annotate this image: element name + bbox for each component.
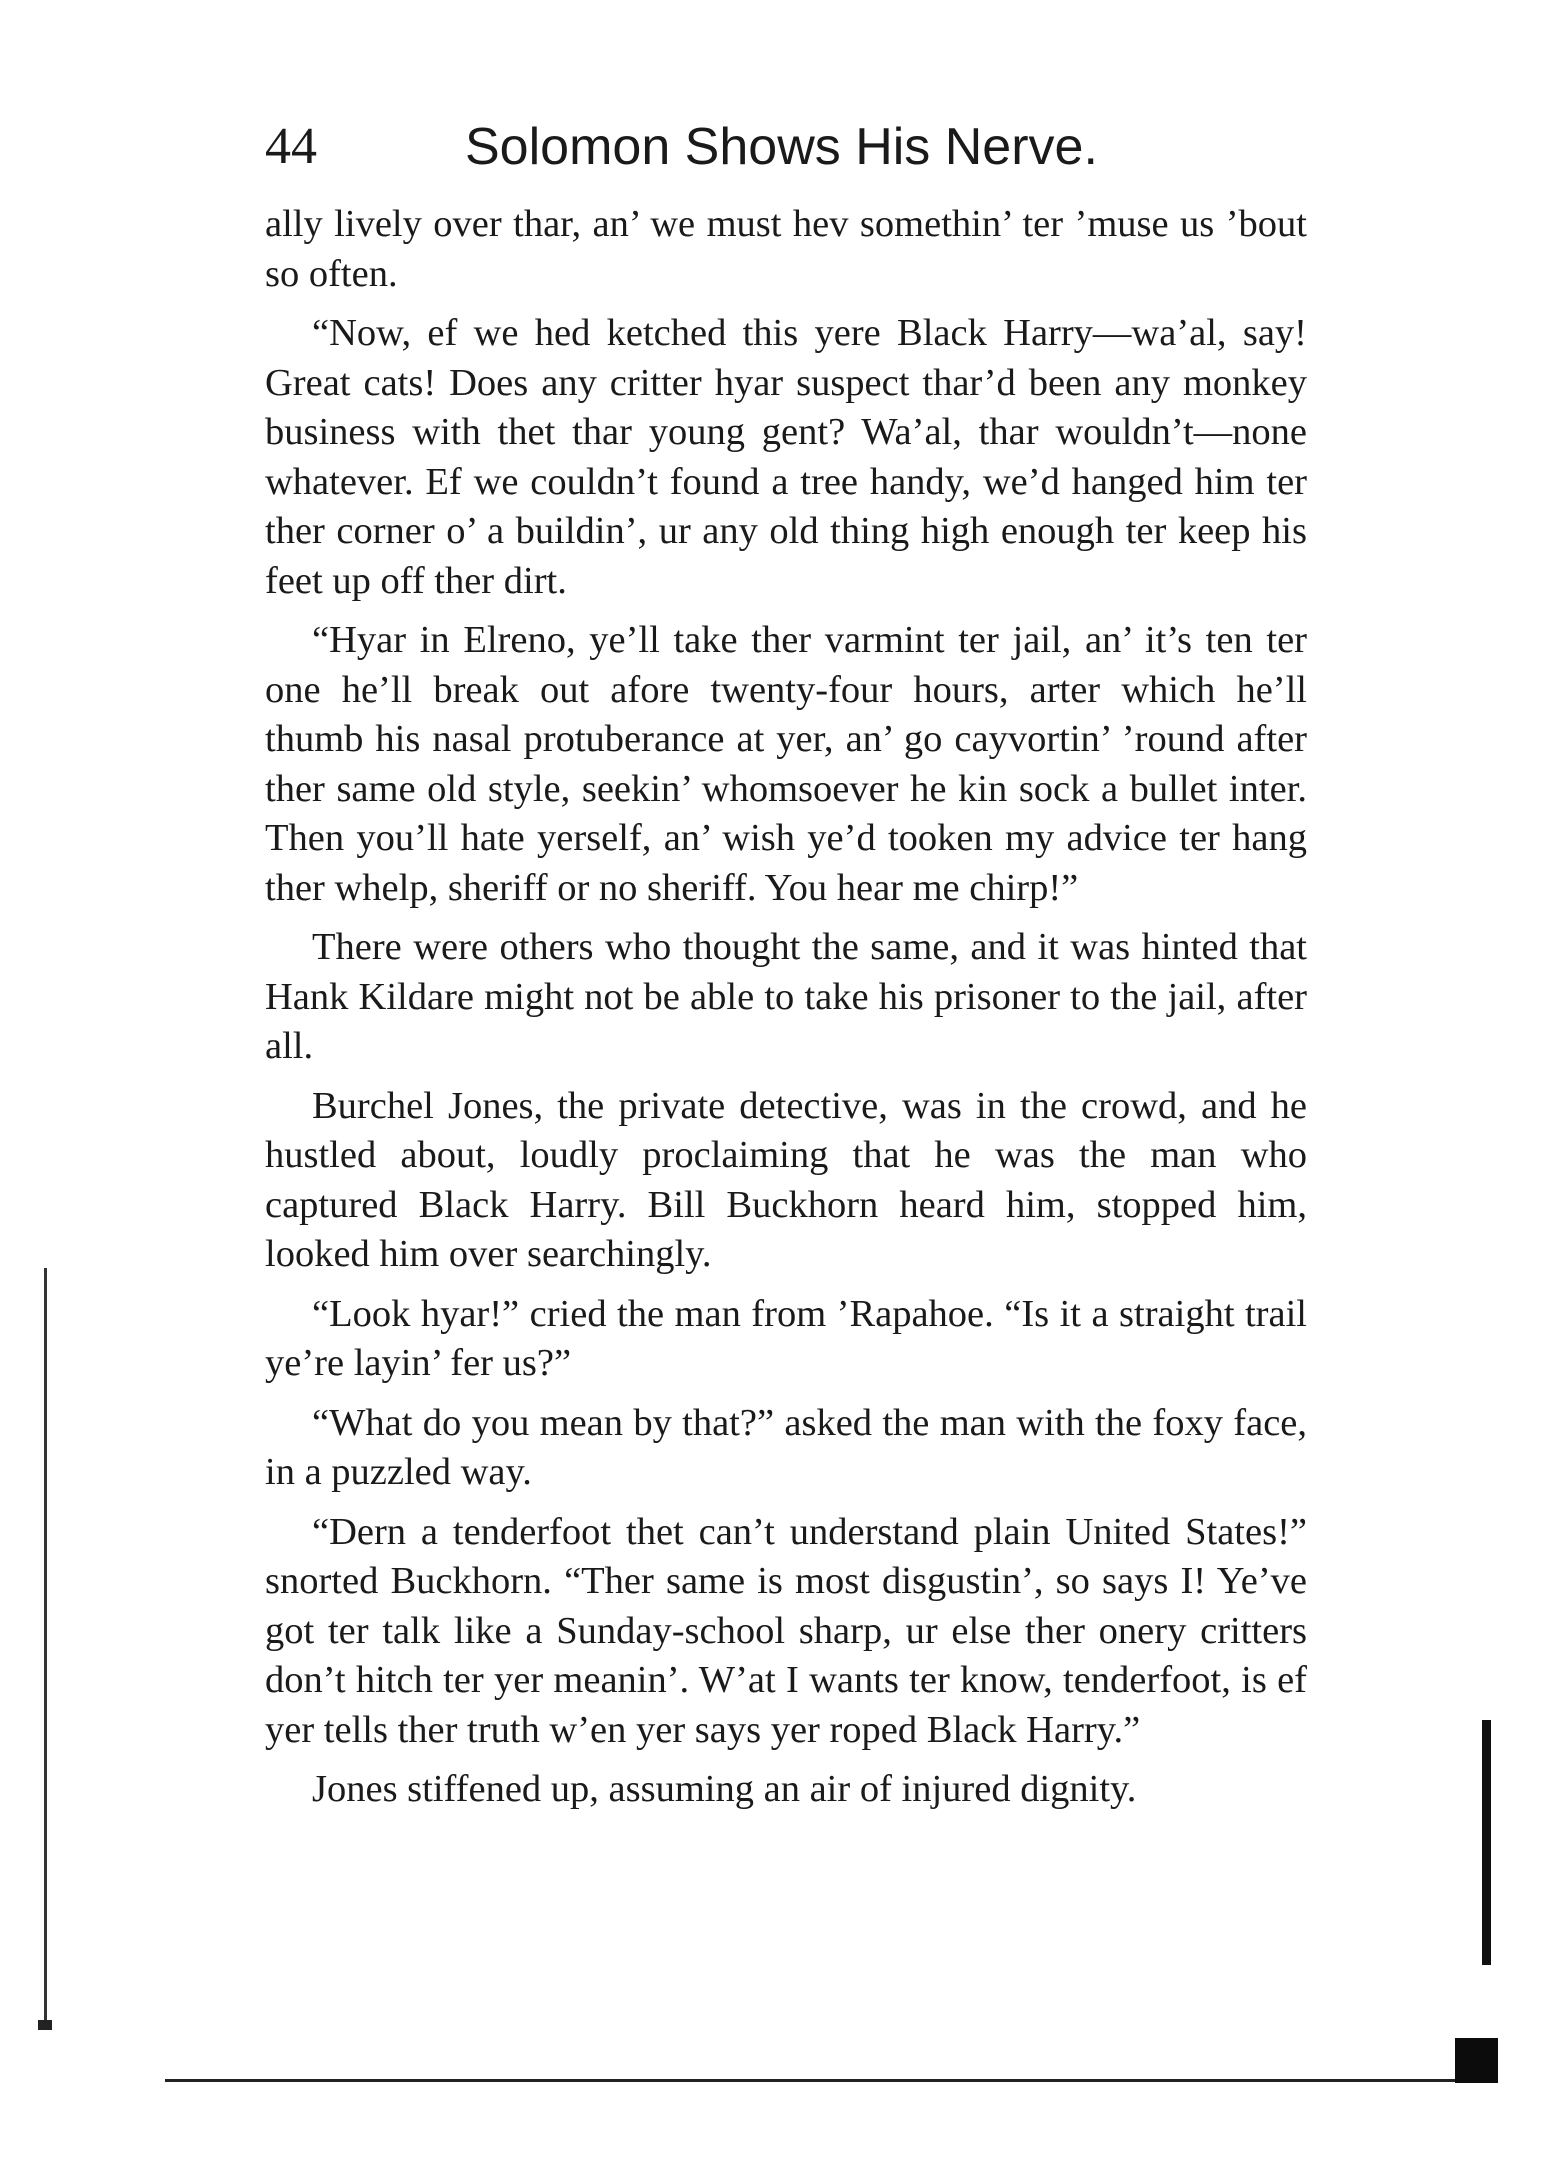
page-header bbox=[265, 112, 1315, 182]
paragraph: There were others who thought the same, and it was hinted that Hank Kildare might not be able to take his prisoner to the jail, after all. bbox=[265, 926, 1307, 1067]
paragraph: “What do you mean by that?” asked the man with the foxy face, in a puzzled way. bbox=[265, 1401, 1307, 1493]
paragraph: “Dern a tenderfoot thet can’t understand plain United States!” snorted Buckhorn. “Ther same is most disgustin’, so says I! Ye’ve got ter talk like a Sunday-school sharp, ur else ther onery critters don’t hitch ter yer meanin’. W’at I wants ter know, tenderfoot, is ef yer tells ther truth w’en yer says yer roped Black Harry.” bbox=[265, 1510, 1307, 1751]
paragraph: Burchel Jones, the private detective, was in the crowd, and he hustled about, loudly proclaiming that he was the man who captured Black Harry. Bill Buckhorn heard him, stopped him, looked him over searchingly. bbox=[265, 1084, 1307, 1275]
paragraph: ally lively over thar, an’ we must hev somethin’ ter ’muse us ’bout so often. bbox=[265, 203, 1307, 295]
paragraph: “Look hyar!” cried the man from ’Rapahoe. “Is it a straight trail ye’re layin’ fer us?” bbox=[265, 1292, 1307, 1384]
page-number: 44 bbox=[265, 118, 317, 175]
left-scan-margin-foot bbox=[38, 2020, 52, 2030]
body-text bbox=[265, 200, 1307, 1825]
right-scan-margin-rule bbox=[1482, 1720, 1491, 1965]
bottom-scan-edge-block bbox=[1455, 2038, 1498, 2083]
running-title: Solomon Shows His Nerve. bbox=[465, 118, 1098, 176]
bottom-scan-edge-rule bbox=[165, 2079, 1460, 2082]
paragraph: “Hyar in Elreno, ye’ll take ther varmint ter jail, an’ it’s ten ter one he’ll break out afore twenty-four hours, arter which he’ll thumb his nasal protuberance at yer, an’ go cayvortin’ ’round after ther same old style, seekin’ whomsoever he kin sock a bullet inter. Then you’ll hate yerself, an’ wish ye’d tooken my advice ter hang ther whelp, sheriff or no sheriff. You hear me chirp!” bbox=[265, 619, 1307, 909]
left-scan-margin-rule bbox=[44, 1268, 47, 2028]
paragraph: “Now, ef we hed ketched this yere Black Harry—wa’al, say! Great cats! Does any critter hyar suspect thar’d been any monkey business with thet thar young gent? Wa’al, thar wouldn’t—none whatever. Ef we couldn’t found a tree handy, we’d hanged him ter ther corner o’ a buildin’, ur any old thing high enough ter keep his feet up off ther dirt. bbox=[265, 312, 1307, 602]
paragraph: Jones stiffened up, assuming an air of injured dignity. bbox=[312, 1768, 1137, 1810]
